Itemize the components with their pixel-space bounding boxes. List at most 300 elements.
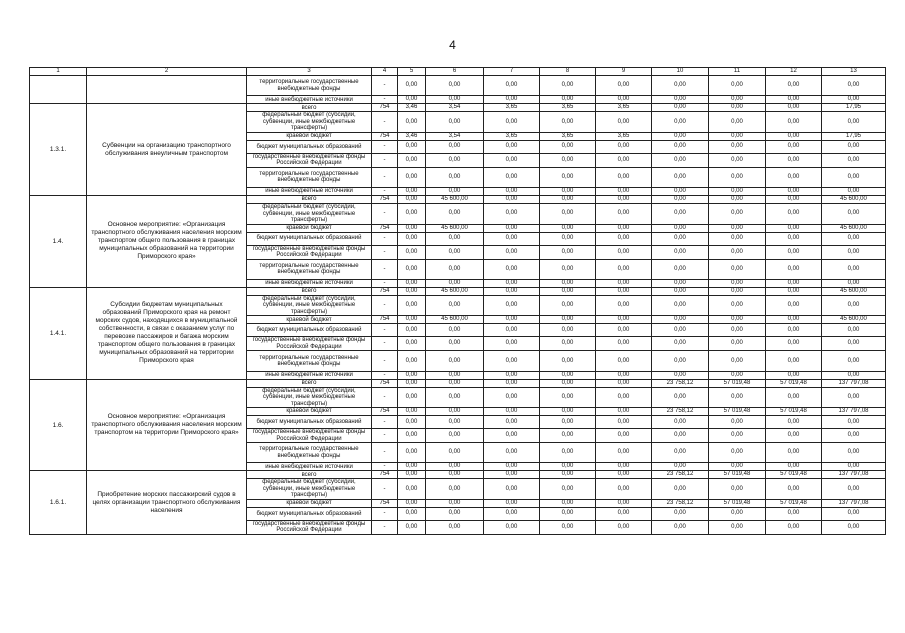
amount-cell: 0,00	[398, 316, 426, 324]
amount-cell: 45 600,00	[822, 196, 886, 204]
amount-cell: 0,00	[766, 520, 822, 534]
amount-cell: 0,00	[596, 287, 652, 295]
amount-cell: 0,00	[426, 351, 484, 371]
grbs-code: -	[372, 204, 398, 225]
amount-cell: 0,00	[540, 259, 596, 279]
amount-cell: 0,00	[822, 443, 886, 463]
amount-cell: 0,00	[540, 443, 596, 463]
amount-cell: 0,00	[398, 471, 426, 479]
amount-cell: 0,00	[822, 337, 886, 351]
amount-cell: 0,00	[596, 153, 652, 167]
measure-code: 1.4.	[30, 196, 87, 288]
amount-cell: 0,00	[766, 232, 822, 245]
amount-cell: 0,00	[398, 520, 426, 534]
amount-cell: 0,00	[652, 416, 709, 429]
amount-cell: 0,00	[709, 188, 766, 196]
amount-cell: 0,00	[426, 479, 484, 500]
amount-cell: 0,00	[484, 96, 540, 104]
amount-cell: 0,00	[484, 479, 540, 500]
amount-cell: 0,00	[398, 96, 426, 104]
funding-source: бюджет муниципальных образований	[247, 232, 372, 245]
amount-cell: 0,00	[540, 245, 596, 259]
amount-cell: 0,00	[709, 337, 766, 351]
amount-cell: 0,00	[540, 479, 596, 500]
amount-cell: 57 019,48	[709, 408, 766, 416]
amount-cell: 0,00	[766, 279, 822, 287]
amount-cell: 0,00	[596, 188, 652, 196]
amount-cell: 3,65	[596, 132, 652, 140]
funding-source: государственные внебюджетные фонды Российской Федерации	[247, 245, 372, 259]
amount-cell: 0,00	[484, 224, 540, 232]
amount-cell: 0,00	[540, 408, 596, 416]
amount-cell: 0,00	[652, 96, 709, 104]
grbs-code: -	[372, 351, 398, 371]
amount-cell: 0,00	[426, 140, 484, 153]
amount-cell: 0,00	[766, 337, 822, 351]
amount-cell: 137 797,08	[822, 471, 886, 479]
amount-cell: 0,00	[652, 140, 709, 153]
amount-cell: 0,00	[484, 167, 540, 187]
amount-cell: 0,00	[822, 295, 886, 316]
funding-source: федеральный бюджет (субсидии, субвенции, иные межбюджетные трансферты)	[247, 479, 372, 500]
amount-cell: 0,00	[398, 443, 426, 463]
amount-cell: 0,00	[652, 76, 709, 96]
amount-cell: 0,00	[652, 224, 709, 232]
amount-cell: 0,00	[766, 351, 822, 371]
amount-cell: 0,00	[540, 387, 596, 408]
funding-source: бюджет муниципальных образований	[247, 324, 372, 337]
amount-cell: 0,00	[426, 204, 484, 225]
amount-cell: 0,00	[596, 96, 652, 104]
amount-cell: 0,00	[652, 196, 709, 204]
amount-cell: 0,00	[426, 471, 484, 479]
funding-source: федеральный бюджет (субсидии, субвенции, иные межбюджетные трансферты)	[247, 387, 372, 408]
amount-cell: 0,00	[822, 520, 886, 534]
amount-cell: 45 600,00	[822, 287, 886, 295]
amount-cell: 0,00	[652, 371, 709, 379]
amount-cell: 0,00	[540, 520, 596, 534]
amount-cell: 0,00	[596, 112, 652, 133]
amount-cell: 0,00	[709, 520, 766, 534]
amount-cell: 0,00	[822, 259, 886, 279]
grbs-code: 754	[372, 224, 398, 232]
amount-cell: 0,00	[398, 479, 426, 500]
amount-cell: 3,54	[426, 104, 484, 112]
amount-cell: 0,00	[398, 204, 426, 225]
grbs-code: -	[372, 429, 398, 443]
grbs-code: -	[372, 295, 398, 316]
amount-cell: 0,00	[398, 287, 426, 295]
amount-cell: 0,00	[596, 324, 652, 337]
amount-cell: 0,00	[398, 507, 426, 520]
amount-cell: 3,46	[398, 132, 426, 140]
amount-cell: 0,00	[426, 408, 484, 416]
grbs-code: 754	[372, 408, 398, 416]
amount-cell: 0,00	[484, 416, 540, 429]
amount-cell: 0,00	[766, 104, 822, 112]
grbs-code: 754	[372, 196, 398, 204]
amount-cell: 0,00	[652, 132, 709, 140]
amount-cell: 0,00	[426, 387, 484, 408]
amount-cell: 0,00	[766, 463, 822, 471]
amount-cell: 0,00	[709, 443, 766, 463]
amount-cell: 0,00	[484, 499, 540, 507]
grbs-code: -	[372, 245, 398, 259]
amount-cell: 45 600,00	[426, 316, 484, 324]
amount-cell: 0,00	[766, 316, 822, 324]
amount-cell: 0,00	[766, 140, 822, 153]
amount-cell: 0,00	[426, 429, 484, 443]
amount-cell: 57 019,48	[766, 379, 822, 387]
amount-cell: 0,00	[484, 507, 540, 520]
amount-cell: 0,00	[540, 499, 596, 507]
amount-cell: 0,00	[652, 295, 709, 316]
grbs-code: -	[372, 337, 398, 351]
amount-cell: 0,00	[426, 76, 484, 96]
amount-cell: 0,00	[766, 224, 822, 232]
amount-cell: 0,00	[766, 96, 822, 104]
amount-cell: 0,00	[766, 153, 822, 167]
measure-name: Основное мероприятие: «Организация транспортного обслуживания населения морским транспортом общего пользования в границах муниципальных образований на территории Приморского края»	[87, 196, 247, 288]
amount-cell: 0,00	[426, 371, 484, 379]
amount-cell: 0,00	[398, 324, 426, 337]
funding-source: территориальные государственные внебюджетные фонды	[247, 443, 372, 463]
amount-cell: 0,00	[822, 324, 886, 337]
grbs-code: -	[372, 140, 398, 153]
funding-source: территориальные государственные внебюджетные фонды	[247, 167, 372, 187]
column-number: 1	[30, 68, 87, 76]
amount-cell: 0,00	[484, 232, 540, 245]
amount-cell: 0,00	[540, 351, 596, 371]
amount-cell: 45 600,00	[822, 316, 886, 324]
grbs-code: 754	[372, 499, 398, 507]
funding-source: всего	[247, 287, 372, 295]
amount-cell: 0,00	[398, 245, 426, 259]
amount-cell: 0,00	[540, 167, 596, 187]
amount-cell: 0,00	[596, 443, 652, 463]
amount-cell: 0,00	[709, 96, 766, 104]
amount-cell: 0,00	[652, 188, 709, 196]
funding-source: бюджет муниципальных образований	[247, 416, 372, 429]
amount-cell: 0,00	[766, 429, 822, 443]
grbs-code: -	[372, 443, 398, 463]
amount-cell: 0,00	[822, 463, 886, 471]
amount-cell: 0,00	[540, 76, 596, 96]
amount-cell: 0,00	[822, 479, 886, 500]
amount-cell: 0,00	[766, 76, 822, 96]
amount-cell: 0,00	[709, 140, 766, 153]
amount-cell: 0,00	[484, 287, 540, 295]
amount-cell: 0,00	[398, 295, 426, 316]
funding-source: иные внебюджетные источники	[247, 188, 372, 196]
amount-cell: 0,00	[398, 232, 426, 245]
column-number: 9	[596, 68, 652, 76]
amount-cell: 0,00	[484, 520, 540, 534]
funding-source: краевой бюджет	[247, 224, 372, 232]
column-number: 4	[372, 68, 398, 76]
amount-cell: 0,00	[484, 259, 540, 279]
funding-source: федеральный бюджет (субсидии, субвенции, иные межбюджетные трансферты)	[247, 295, 372, 316]
amount-cell: 0,00	[822, 96, 886, 104]
amount-cell: 0,00	[709, 76, 766, 96]
amount-cell: 23 758,12	[652, 408, 709, 416]
funding-source: краевой бюджет	[247, 132, 372, 140]
funding-source: краевой бюджет	[247, 499, 372, 507]
table-row	[30, 196, 886, 204]
amount-cell: 0,00	[766, 188, 822, 196]
amount-cell: 0,00	[822, 232, 886, 245]
amount-cell: 3,54	[426, 132, 484, 140]
measure-code: 1.3.1.	[30, 104, 87, 196]
column-number-row	[30, 68, 886, 76]
amount-cell: 0,00	[652, 443, 709, 463]
amount-cell: 0,00	[398, 416, 426, 429]
amount-cell: 0,00	[652, 351, 709, 371]
column-number: 13	[822, 68, 886, 76]
grbs-code: -	[372, 167, 398, 187]
amount-cell: 0,00	[426, 153, 484, 167]
grbs-code: -	[372, 259, 398, 279]
amount-cell: 0,00	[652, 324, 709, 337]
funding-source: иные внебюджетные источники	[247, 96, 372, 104]
funding-source: иные внебюджетные источники	[247, 279, 372, 287]
column-number: 12	[766, 68, 822, 76]
funding-source: территориальные государственные внебюджетные фонды	[247, 259, 372, 279]
amount-cell: 0,00	[766, 443, 822, 463]
amount-cell: 0,00	[822, 153, 886, 167]
amount-cell: 57 019,48	[766, 499, 822, 507]
amount-cell: 0,00	[596, 316, 652, 324]
amount-cell: 0,00	[540, 337, 596, 351]
amount-cell: 57 019,48	[709, 471, 766, 479]
amount-cell: 0,00	[652, 507, 709, 520]
amount-cell: 0,00	[484, 408, 540, 416]
grbs-code: -	[372, 279, 398, 287]
amount-cell: 0,00	[822, 416, 886, 429]
grbs-code: -	[372, 76, 398, 96]
amount-cell: 0,00	[766, 416, 822, 429]
amount-cell: 0,00	[540, 379, 596, 387]
grbs-code: -	[372, 463, 398, 471]
amount-cell: 0,00	[709, 132, 766, 140]
amount-cell: 0,00	[540, 471, 596, 479]
amount-cell: 0,00	[596, 416, 652, 429]
amount-cell: 0,00	[709, 416, 766, 429]
amount-cell: 0,00	[426, 279, 484, 287]
amount-cell: 0,00	[652, 279, 709, 287]
amount-cell: 0,00	[766, 287, 822, 295]
grbs-code: -	[372, 153, 398, 167]
amount-cell: 0,00	[398, 140, 426, 153]
amount-cell: 17,95	[822, 104, 886, 112]
amount-cell: 0,00	[766, 387, 822, 408]
amount-cell: 0,00	[398, 224, 426, 232]
amount-cell: 0,00	[426, 463, 484, 471]
amount-cell: 0,00	[822, 387, 886, 408]
measure-name: Субсидии бюджетам муниципальных образований Приморского края на ремонт морских судов, находящихся в муниципальной собственности, в связи с оказанием услуг по перевозке пассажиров и багажа морским транспортом общего пользования в границах муниципальных образований на территории Приморского края	[87, 287, 247, 379]
amount-cell: 0,00	[709, 295, 766, 316]
amount-cell: 0,00	[822, 371, 886, 379]
amount-cell: 0,00	[652, 387, 709, 408]
funding-source: государственные внебюджетные фонды Российской Федерации	[247, 153, 372, 167]
amount-cell: 0,00	[652, 287, 709, 295]
amount-cell: 0,00	[398, 279, 426, 287]
amount-cell: 0,00	[709, 387, 766, 408]
amount-cell: 0,00	[596, 520, 652, 534]
amount-cell: 0,00	[652, 463, 709, 471]
amount-cell: 0,00	[398, 371, 426, 379]
amount-cell: 45 600,00	[426, 287, 484, 295]
amount-cell: 0,00	[540, 188, 596, 196]
amount-cell: 0,00	[540, 287, 596, 295]
grbs-code: -	[372, 112, 398, 133]
amount-cell: 0,00	[709, 351, 766, 371]
column-number: 5	[398, 68, 426, 76]
amount-cell: 3,65	[540, 104, 596, 112]
amount-cell: 0,00	[766, 371, 822, 379]
amount-cell: 0,00	[426, 499, 484, 507]
column-number: 2	[87, 68, 247, 76]
funding-source: иные внебюджетные источники	[247, 463, 372, 471]
amount-cell: 0,00	[652, 153, 709, 167]
amount-cell: 0,00	[822, 140, 886, 153]
amount-cell: 0,00	[596, 204, 652, 225]
amount-cell: 0,00	[484, 443, 540, 463]
amount-cell: 0,00	[596, 479, 652, 500]
amount-cell: 0,00	[596, 196, 652, 204]
amount-cell: 0,00	[484, 153, 540, 167]
amount-cell: 0,00	[398, 196, 426, 204]
amount-cell: 3,65	[540, 132, 596, 140]
funding-source: всего	[247, 196, 372, 204]
grbs-code: -	[372, 479, 398, 500]
amount-cell: 0,00	[426, 295, 484, 316]
amount-cell: 0,00	[540, 416, 596, 429]
amount-cell: 0,00	[596, 279, 652, 287]
amount-cell: 3,65	[484, 132, 540, 140]
amount-cell: 3,65	[484, 104, 540, 112]
measure-name	[87, 76, 247, 104]
grbs-code: -	[372, 324, 398, 337]
amount-cell: 0,00	[652, 520, 709, 534]
amount-cell: 0,00	[596, 387, 652, 408]
amount-cell: 0,00	[709, 429, 766, 443]
funding-source: территориальные государственные внебюджетные фонды	[247, 351, 372, 371]
funding-source: краевой бюджет	[247, 316, 372, 324]
amount-cell: 0,00	[540, 324, 596, 337]
amount-cell: 0,00	[822, 245, 886, 259]
amount-cell: 0,00	[426, 443, 484, 463]
amount-cell: 0,00	[484, 188, 540, 196]
amount-cell: 57 019,48	[709, 379, 766, 387]
amount-cell: 0,00	[766, 245, 822, 259]
amount-cell: 0,00	[766, 132, 822, 140]
column-number: 11	[709, 68, 766, 76]
column-number: 3	[247, 68, 372, 76]
page-number: 4	[449, 38, 456, 52]
funding-source: государственные внебюджетные фонды Российской Федерации	[247, 520, 372, 534]
amount-cell: 0,00	[652, 112, 709, 133]
amount-cell: 0,00	[709, 224, 766, 232]
amount-cell: 23 758,12	[652, 379, 709, 387]
column-number: 10	[652, 68, 709, 76]
amount-cell: 0,00	[426, 507, 484, 520]
amount-cell: 0,00	[540, 196, 596, 204]
amount-cell: 0,00	[426, 112, 484, 133]
amount-cell: 23 758,12	[652, 471, 709, 479]
amount-cell: 0,00	[709, 507, 766, 520]
amount-cell: 0,00	[540, 429, 596, 443]
amount-cell: 0,00	[426, 96, 484, 104]
amount-cell: 0,00	[652, 259, 709, 279]
grbs-code: -	[372, 371, 398, 379]
amount-cell: 0,00	[709, 167, 766, 187]
grbs-code: -	[372, 416, 398, 429]
amount-cell: 0,00	[426, 416, 484, 429]
amount-cell: 0,00	[484, 371, 540, 379]
amount-cell: 0,00	[652, 204, 709, 225]
funding-source: федеральный бюджет (субсидии, субвенции, иные межбюджетные трансферты)	[247, 112, 372, 133]
amount-cell: 0,00	[484, 295, 540, 316]
amount-cell: 0,00	[398, 112, 426, 133]
amount-cell: 0,00	[398, 76, 426, 96]
amount-cell: 0,00	[426, 188, 484, 196]
amount-cell: 0,00	[484, 140, 540, 153]
amount-cell: 0,00	[766, 507, 822, 520]
funding-source: всего	[247, 104, 372, 112]
table-row	[30, 104, 886, 112]
amount-cell: 0,00	[709, 287, 766, 295]
amount-cell: 0,00	[540, 507, 596, 520]
amount-cell: 0,00	[766, 196, 822, 204]
amount-cell: 0,00	[596, 245, 652, 259]
amount-cell: 0,00	[426, 167, 484, 187]
amount-cell: 0,00	[484, 196, 540, 204]
column-number: 7	[484, 68, 540, 76]
amount-cell: 17,95	[822, 132, 886, 140]
amount-cell: 0,00	[652, 337, 709, 351]
grbs-code: 754	[372, 287, 398, 295]
grbs-code: -	[372, 232, 398, 245]
amount-cell: 0,00	[652, 104, 709, 112]
amount-cell: 0,00	[596, 471, 652, 479]
grbs-code: 754	[372, 316, 398, 324]
amount-cell: 0,00	[822, 429, 886, 443]
amount-cell: 45 600,00	[426, 196, 484, 204]
amount-cell: 0,00	[822, 188, 886, 196]
amount-cell: 0,00	[426, 520, 484, 534]
amount-cell: 23 758,12	[652, 499, 709, 507]
amount-cell: 0,00	[709, 232, 766, 245]
amount-cell: 137 797,08	[822, 408, 886, 416]
column-number: 6	[426, 68, 484, 76]
amount-cell: 0,00	[398, 337, 426, 351]
amount-cell: 0,00	[596, 140, 652, 153]
amount-cell: 0,00	[596, 259, 652, 279]
amount-cell: 0,00	[484, 379, 540, 387]
amount-cell: 0,00	[652, 232, 709, 245]
amount-cell: 0,00	[484, 245, 540, 259]
amount-cell: 0,00	[426, 245, 484, 259]
grbs-code: -	[372, 387, 398, 408]
amount-cell: 137 797,08	[822, 499, 886, 507]
measure-code: 1.6.	[30, 379, 87, 471]
funding-source: всего	[247, 379, 372, 387]
amount-cell: 0,00	[426, 379, 484, 387]
amount-cell: 0,00	[652, 479, 709, 500]
budget-table	[29, 67, 886, 535]
amount-cell: 0,00	[822, 279, 886, 287]
